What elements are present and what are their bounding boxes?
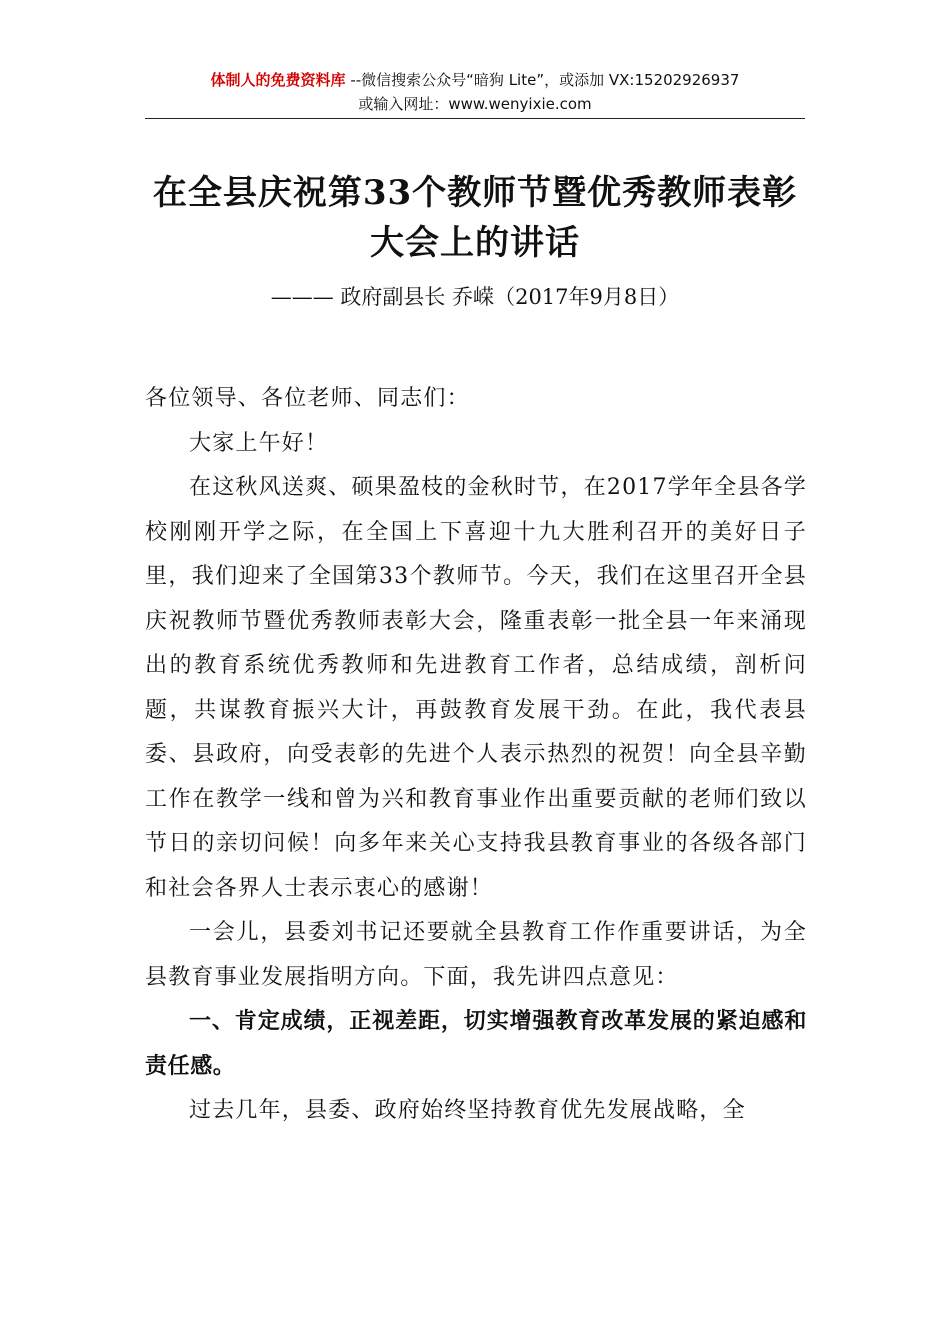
salutation: 各位领导、各位老师、同志们： <box>145 386 470 411</box>
title-line-2: 大会上的讲话 <box>370 223 580 263</box>
brand-name: 体制人的免费资料库 <box>210 71 346 89</box>
paragraph-2: 一会儿，县委刘书记还要就全县教育工作作重要讲话，为全县教育事业发展指明方向。下面，我先讲四点意见： <box>145 920 807 990</box>
paragraph-1: 在这秋风送爽、硕果盈枝的金秋时节，在2017学年全县各学校刚刚开学之际，在全国上下喜迎十九大胜利召开的美好日子里，我们迎来了全国第33个教师节。今天，我们在这里召开全县庆祝教师节暨优秀教师表彰大会，隆重表彰一批全县一年来涌现出的教育系统优秀教师和先进教育工作者，总结成绩，剖析问题，共谋教育振兴大计，再鼓教育发展干劲。在此，我代表县委、县政府，向受表彰的先进个人表示热烈的祝贺！向全县辛勤工作在教学一线和曾为兴和教育事业作出重要贡献的老师们致以节日的亲切问候！向多年来关心支持我县教育事业的各级各部门和社会各界人士表示衷心的感谢！ <box>145 475 807 901</box>
speaker-byline: ——— 政府副县长 乔嵘（2017年9月8日） <box>270 285 680 309</box>
title-line-1: 在全县庆祝第33个教师节暨优秀教师表彰 <box>152 173 798 213</box>
website-line: 或输入网址：www.wenyixie.com <box>358 95 592 113</box>
speech-body <box>145 377 807 1134</box>
paragraph-3: 过去几年，县委、政府始终坚持教育优先发展战略，全 <box>189 1098 746 1123</box>
header-divider <box>145 118 805 119</box>
source-banner <box>145 68 805 116</box>
source-banner-line1 <box>145 68 805 92</box>
section-heading-1: 一、肯定成绩，正视差距，切实增强教育改革发展的紧迫感和责任感。 <box>145 1009 807 1079</box>
greeting: 大家上午好！ <box>189 430 329 456</box>
document-title <box>145 168 805 268</box>
contact-info: --微信搜索公众号“暗狗 Lite”，或添加 VX:15202926937 <box>345 71 740 89</box>
